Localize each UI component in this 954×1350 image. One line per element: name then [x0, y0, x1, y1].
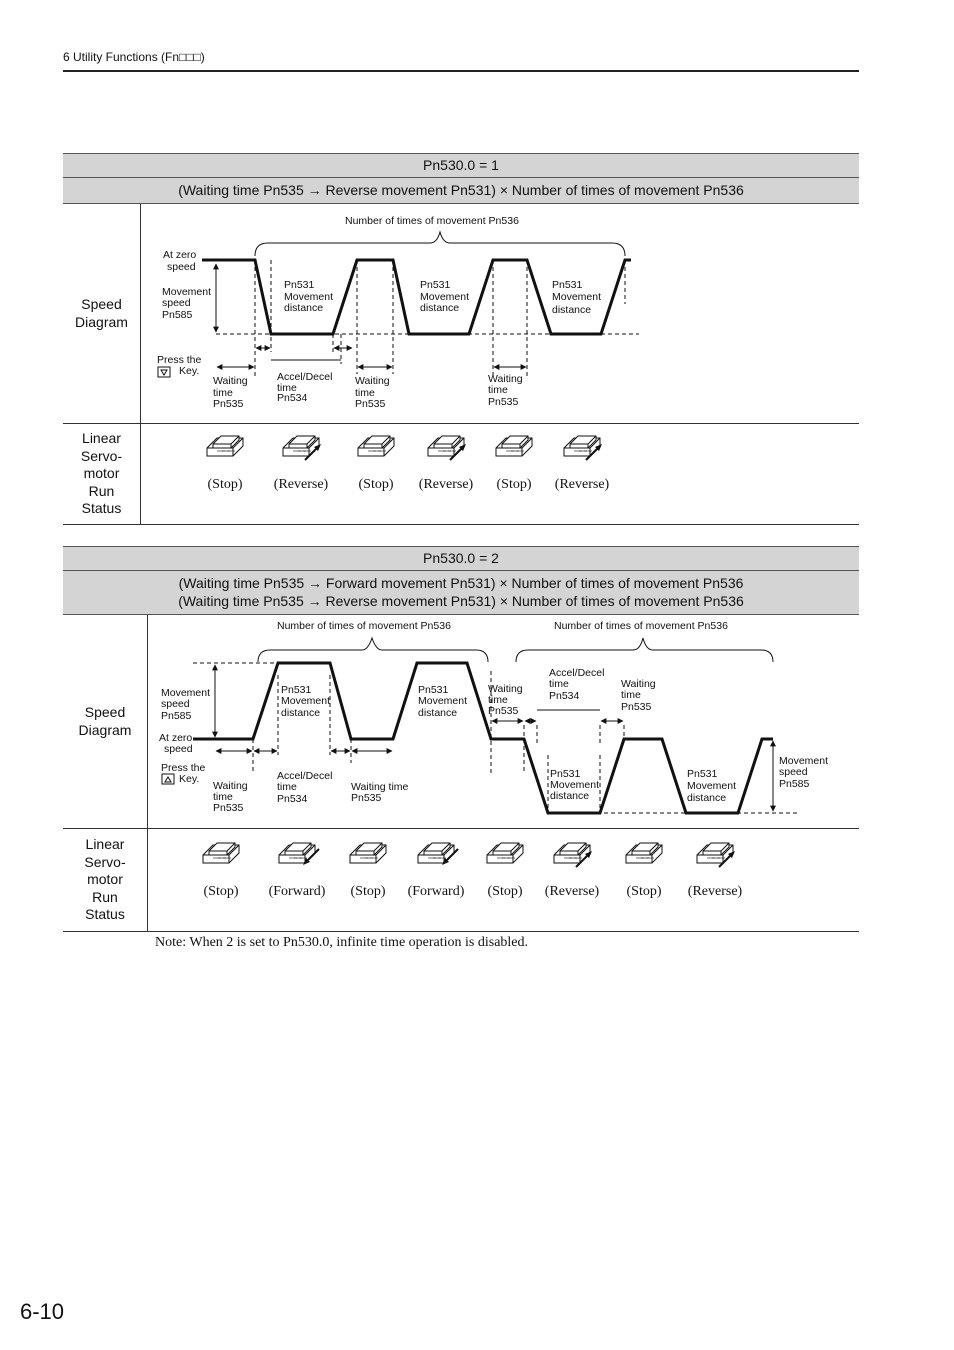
status-label: (Stop) — [350, 884, 386, 899]
brace — [255, 232, 625, 256]
svg-text:Pn535: Pn535 — [213, 398, 244, 410]
svg-text:Accel/Decel: Accel/Decel — [277, 770, 333, 782]
speed-diagram-label: Speed Diagram — [63, 204, 141, 423]
svg-text:Number of times of movement Pn: Number of times of movement Pn536 — [277, 620, 451, 632]
svg-text:distance: distance — [550, 790, 590, 802]
header-rule — [63, 70, 859, 72]
svg-text:distance: distance — [281, 707, 321, 719]
svg-text:distance: distance — [420, 302, 460, 314]
linear-motor-stop-icon — [496, 436, 532, 492]
panel1-status-icons — [63, 424, 859, 524]
svg-text:Movement: Movement — [284, 291, 334, 303]
linear-motor-stop-icon — [350, 843, 386, 899]
linear-motor-reverse-icon — [555, 436, 610, 492]
panel2-speed-diagram — [63, 615, 859, 828]
linear-motor-reverse-icon — [545, 843, 600, 899]
svg-text:Pn535: Pn535 — [488, 396, 519, 408]
svg-text:Pn531: Pn531 — [550, 768, 581, 780]
linear-motor-reverse-icon — [274, 436, 329, 492]
svg-text:Movement: Movement — [162, 286, 212, 298]
status-label: (Stop) — [207, 477, 243, 492]
status-label: (Stop) — [203, 884, 239, 899]
svg-text:time: time — [549, 678, 569, 690]
svg-text:time: time — [213, 387, 233, 399]
status-label: (Stop) — [358, 477, 394, 492]
status-label: (Forward) — [268, 884, 326, 899]
svg-text:Movement: Movement — [418, 695, 468, 707]
panel1-speed-diagram — [63, 204, 859, 423]
panel2-status-row — [63, 829, 859, 932]
svg-text:Pn531: Pn531 — [284, 279, 315, 291]
svg-text:Pn531: Pn531 — [418, 684, 449, 696]
linear-motor-forward-icon — [269, 843, 326, 899]
run-status-label: Linear Servo- motor Run Status — [63, 829, 148, 931]
svg-text:distance: distance — [687, 792, 727, 804]
panel2-speed-row — [63, 615, 859, 829]
svg-text:distance: distance — [284, 302, 324, 314]
svg-text:distance: distance — [418, 707, 458, 719]
svg-text:Waiting: Waiting — [488, 373, 523, 385]
linear-motor-stop-icon — [626, 843, 662, 899]
svg-text:Pn535: Pn535 — [621, 701, 652, 713]
linear-motor-stop-icon — [358, 436, 394, 492]
svg-text:Pn535: Pn535 — [213, 802, 244, 814]
run-status-label: Linear Servo- motor Run Status — [63, 424, 141, 524]
svg-text:distance: distance — [552, 304, 592, 316]
svg-text:Press the: Press the — [161, 762, 206, 774]
svg-text:time: time — [277, 781, 297, 793]
svg-text:Pn531: Pn531 — [687, 768, 718, 780]
status-label: (Reverse) — [554, 477, 610, 492]
svg-text:time: time — [621, 689, 641, 701]
svg-text:time: time — [213, 791, 233, 803]
linear-motor-reverse-icon — [419, 436, 474, 492]
panel2-title: Pn530.0 = 2 — [63, 547, 859, 571]
svg-text:Waiting: Waiting — [488, 683, 523, 695]
panel2-formula: (Waiting time Pn535 → Forward movement Pn531) × Number of times of movement Pn536 (Waiting time Pn535 → Reverse movement Pn531) × Number of times of movement Pn536 — [63, 571, 859, 615]
status-label: (Reverse) — [273, 477, 329, 492]
times-label: Number of times of movement Pn536 — [345, 215, 519, 227]
svg-text:Key.: Key. — [179, 365, 200, 377]
panel1-title: Pn530.0 = 1 — [63, 154, 859, 178]
svg-text:Waiting: Waiting — [213, 780, 248, 792]
running-header: 6 Utility Functions (Fn□□□) — [63, 50, 205, 64]
svg-text:time: time — [277, 382, 297, 394]
panel1-status-row — [63, 424, 859, 525]
svg-text:Pn531: Pn531 — [552, 279, 583, 291]
svg-text:Accel/Decel: Accel/Decel — [277, 371, 333, 383]
svg-text:Pn535: Pn535 — [355, 398, 386, 410]
svg-text:Pn534: Pn534 — [549, 690, 580, 702]
linear-motor-stop-icon — [207, 436, 243, 492]
status-label: (Stop) — [487, 884, 523, 899]
svg-text:Pn531: Pn531 — [281, 684, 312, 696]
svg-text:speed: speed — [164, 743, 193, 755]
status-label: (Stop) — [496, 477, 532, 492]
panel-pn530-2 — [63, 546, 859, 932]
speed-diagram-label: Speed Diagram — [63, 615, 148, 828]
status-label: (Reverse) — [687, 884, 743, 899]
svg-text:Movement: Movement — [550, 779, 600, 791]
svg-text:Pn585: Pn585 — [162, 309, 193, 321]
footnote: Note: When 2 is set to Pn530.0, infinite time operation is disabled. — [155, 935, 529, 950]
page-number: 6-10 — [20, 1299, 65, 1324]
svg-text:Accel/Decel: Accel/Decel — [549, 667, 605, 679]
svg-text:speed: speed — [779, 766, 808, 778]
svg-text:time: time — [488, 694, 508, 706]
svg-text:Pn531: Pn531 — [420, 279, 451, 291]
svg-text:Press the: Press the — [157, 354, 202, 366]
svg-text:Movement: Movement — [420, 291, 470, 303]
svg-text:Waiting: Waiting — [621, 678, 656, 690]
svg-text:speed: speed — [161, 698, 190, 710]
svg-text:Waiting: Waiting — [355, 375, 390, 387]
svg-text:time: time — [488, 384, 508, 396]
svg-text:Movement: Movement — [779, 755, 829, 767]
svg-text:speed: speed — [162, 297, 191, 309]
linear-motor-stop-icon — [203, 843, 239, 899]
brace-right — [516, 638, 773, 662]
linear-motor-stop-icon — [487, 843, 523, 899]
svg-text:Movement: Movement — [281, 695, 331, 707]
svg-text:Number of times of movement Pn: Number of times of movement Pn536 — [554, 620, 728, 632]
status-label: (Forward) — [407, 884, 465, 899]
status-label: (Stop) — [626, 884, 662, 899]
svg-text:Waiting time: Waiting time — [351, 781, 409, 793]
brace-left — [258, 638, 488, 662]
svg-text:Pn535: Pn535 — [351, 792, 382, 804]
status-label: (Reverse) — [418, 477, 474, 492]
svg-text:Key.: Key. — [179, 773, 200, 785]
svg-text:time: time — [355, 387, 375, 399]
svg-text:Movement: Movement — [161, 687, 211, 699]
status-label: (Reverse) — [544, 884, 600, 899]
linear-motor-forward-icon — [408, 843, 465, 899]
svg-text:Pn534: Pn534 — [277, 793, 308, 805]
svg-text:Pn585: Pn585 — [161, 710, 192, 722]
svg-text:Movement: Movement — [687, 780, 737, 792]
svg-text:At zero: At zero — [159, 732, 193, 744]
panel2-status-icons — [63, 829, 859, 931]
svg-text:Movement: Movement — [552, 291, 602, 303]
linear-motor-reverse-icon — [688, 843, 743, 899]
svg-text:Pn535: Pn535 — [488, 705, 519, 717]
svg-text:speed: speed — [167, 261, 196, 273]
svg-text:Pn534: Pn534 — [277, 392, 308, 404]
svg-text:Waiting: Waiting — [213, 375, 248, 387]
panel1-speed-row — [63, 204, 859, 424]
svg-text:Pn585: Pn585 — [779, 778, 810, 790]
panel-pn530-1 — [63, 153, 859, 525]
panel1-formula: (Waiting time Pn535 → Reverse movement Pn531) × Number of times of movement Pn536 — [63, 178, 859, 204]
svg-text:At zero: At zero — [163, 249, 197, 261]
